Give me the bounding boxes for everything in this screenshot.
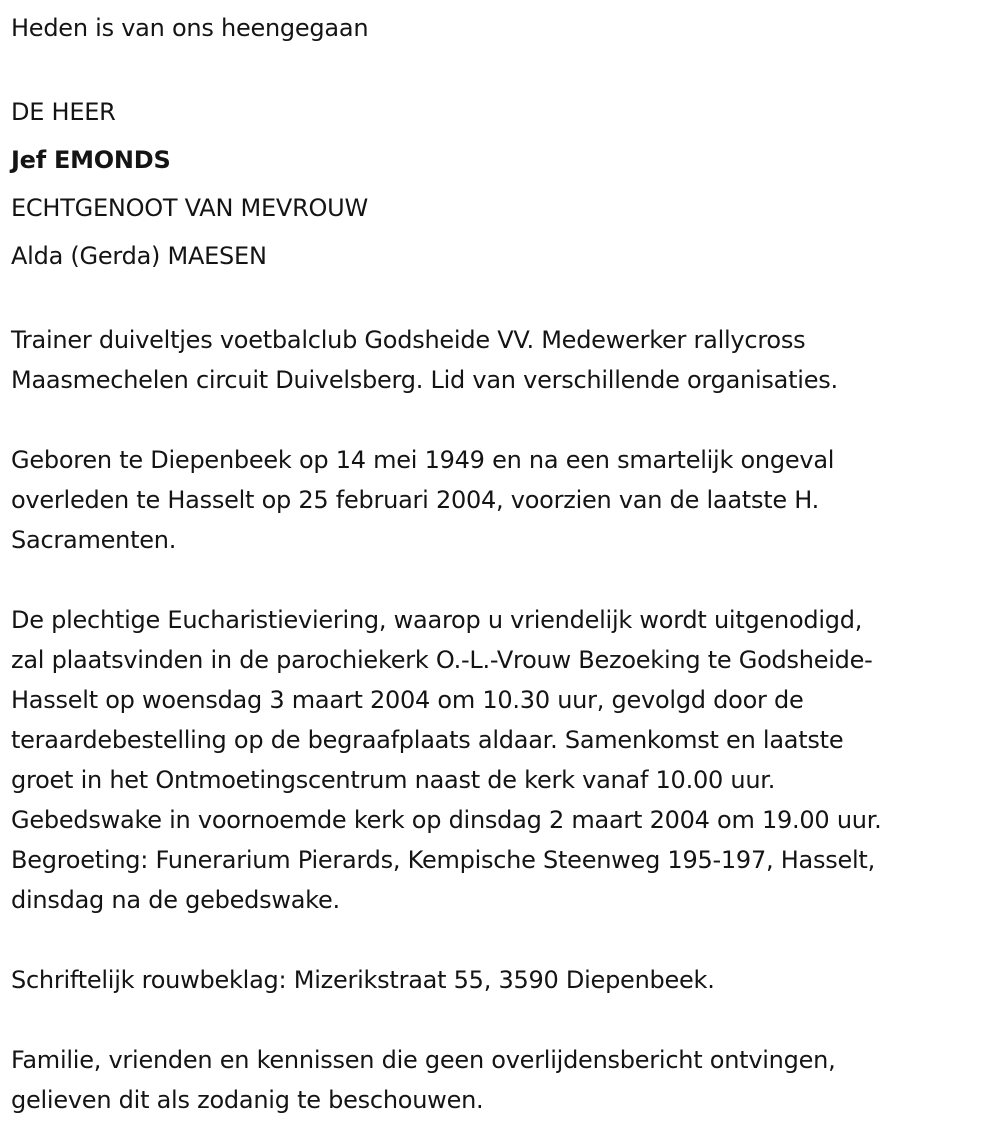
birth-death-line: Geboren te Diepenbeek op 14 mei 1949 en na een smartelijk ongeval xyxy=(11,446,835,474)
ceremony-line: teraardebestelling op de begraafplaats aldaar. Samenkomst en laatste xyxy=(11,726,844,754)
deceased-block xyxy=(11,88,996,280)
relation-text: ECHTGENOOT VAN MEVROUW xyxy=(11,194,368,222)
spacer xyxy=(11,48,996,88)
deceased-name: Jef EMONDS xyxy=(11,146,171,174)
spacer xyxy=(11,400,996,440)
closing-line: Familie, vrienden en kennissen die geen overlijdensbericht ontvingen, xyxy=(11,1046,836,1074)
spouse-name: Alda (Gerda) MAESEN xyxy=(11,242,267,270)
closing-paragraph xyxy=(11,1040,996,1120)
intro-text: Heden is van ons heengegaan xyxy=(11,14,369,42)
condolence-address: Schriftelijk rouwbeklag: Mizerikstraat 55, 3590 Diepenbeek. xyxy=(11,966,715,994)
bio-line: Trainer duiveltjes voetbalclub Godsheide VV. Medewerker rallycross xyxy=(11,326,806,354)
ceremony-line: Hasselt op woensdag 3 maart 2004 om 10.30 uur, gevolgd door de xyxy=(11,686,804,714)
spacer xyxy=(11,280,996,320)
birth-death-line: overleden te Hasselt op 25 februari 2004, voorzien van de laatste H. xyxy=(11,486,820,514)
obituary-notice xyxy=(11,8,996,1120)
closing-line: gelieven dit als zodanig te beschouwen. xyxy=(11,1086,484,1114)
bio-paragraph xyxy=(11,320,996,400)
spacer xyxy=(11,560,996,600)
ceremony-line: dinsdag na de gebedswake. xyxy=(11,886,340,914)
deceased-title: DE HEER xyxy=(11,98,116,126)
ceremony-line: Gebedswake in voornoemde kerk op dinsdag 2 maart 2004 om 19.00 uur. xyxy=(11,806,882,834)
bio-line: Maasmechelen circuit Duivelsberg. Lid van verschillende organisaties. xyxy=(11,366,838,394)
spacer xyxy=(11,1000,996,1040)
birth-death-line: Sacramenten. xyxy=(11,526,177,554)
ceremony-paragraph xyxy=(11,600,996,920)
ceremony-line: De plechtige Eucharistieviering, waarop u vriendelijk wordt uitgenodigd, xyxy=(11,606,863,634)
ceremony-line: Begroeting: Funerarium Pierards, Kempische Steenweg 195-197, Hasselt, xyxy=(11,846,875,874)
birth-death-paragraph xyxy=(11,440,996,560)
ceremony-line: groet in het Ontmoetingscentrum naast de kerk vanaf 10.00 uur. xyxy=(11,766,776,794)
ceremony-line: zal plaatsvinden in de parochiekerk O.-L.-Vrouw Bezoeking te Godsheide- xyxy=(11,646,873,674)
spacer xyxy=(11,920,996,960)
